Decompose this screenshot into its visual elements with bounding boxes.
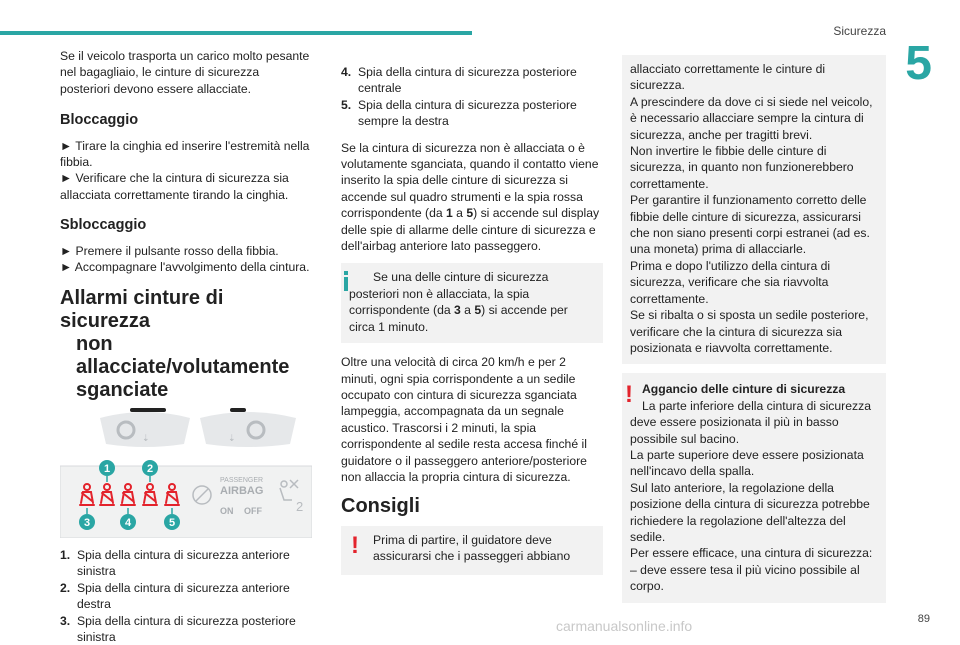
lock-heading: Bloccaggio bbox=[60, 112, 312, 128]
column-2 bbox=[341, 64, 603, 575]
buckling-line: – deve essere tesa il più vicino possibile al corpo. bbox=[630, 562, 878, 595]
info-num-3: 3 bbox=[454, 303, 461, 317]
advice-line: allacciato correttamente le cinture di sicurezza. bbox=[630, 61, 878, 94]
list-item bbox=[60, 580, 312, 613]
alarm-paragraph-text-e: ) si accende sul display delle spie di allarme delle cinture di sicurezza e dell'airbag anteriore lato passeggero. bbox=[341, 206, 599, 253]
info-text-c: a bbox=[461, 303, 475, 317]
advice-box-continued bbox=[622, 55, 886, 364]
airbag-off-label: OFF bbox=[244, 506, 262, 516]
advice-line: Se si ribalta o si sposta un sedile posteriore, verificare che la cintura di sicurezza sia posizionata e riavvolta correttamente. bbox=[630, 307, 878, 356]
list-item-number: 5. bbox=[341, 97, 358, 130]
watermark-text: carmanualsonline.info bbox=[556, 618, 692, 634]
advice-line: Non invertire le fibbie delle cinture di sicurezza, in quanto non funzionerebbero correttamente. bbox=[630, 143, 878, 192]
svg-text:⇣: ⇣ bbox=[142, 434, 150, 444]
alarm-heading-line-3: sganciate bbox=[60, 379, 312, 402]
seat-number-label: 2 bbox=[296, 499, 303, 514]
lamp-list-1 bbox=[60, 547, 312, 645]
buckling-line: Per essere efficace, una cintura di sicurezza: bbox=[630, 545, 878, 561]
list-item-text: Spia della cintura di sicurezza anteriore sinistra bbox=[77, 547, 312, 580]
warning-note-1 bbox=[341, 526, 603, 575]
alarm-heading bbox=[60, 287, 312, 402]
list-item bbox=[60, 547, 312, 580]
unlock-step-2: ► Accompagnare l'avvolgimento della cintura. bbox=[60, 259, 312, 275]
callout-2 bbox=[142, 460, 158, 476]
buckling-line: La parte inferiore della cintura di sicurezza deve essere posizionata il più in basso possibile sul bacino. bbox=[630, 398, 878, 447]
header-accent-bar bbox=[0, 31, 472, 35]
info-text-a: Se una delle cinture di sicurezza posteriori non è allacciata, la spia corrispondente (da bbox=[349, 270, 548, 317]
alarm-paragraph-num-5: 5 bbox=[466, 206, 473, 220]
lamp-list-2 bbox=[341, 64, 603, 130]
airbag-on-label: ON bbox=[220, 506, 234, 516]
alarm-paragraph-text-a: Se la cintura di sicurezza non è allacciata o è volutamente sganciata, quando il contatto viene inserito la spia delle cinture di sicurezza si accende sul quadro strumenti e la spia rossa corrispondente (da bbox=[341, 141, 598, 221]
seatbelt-figure-svg bbox=[60, 408, 312, 538]
alarm-paragraph-num-1: 1 bbox=[446, 206, 453, 220]
mirror-left-icon bbox=[100, 408, 190, 447]
list-item-text: Spia della cintura di sicurezza posteriore sinistra bbox=[77, 613, 312, 645]
advice-heading: Consigli bbox=[341, 498, 603, 514]
alarm-heading-line-2: non allacciate/volutamente bbox=[60, 333, 312, 379]
unlock-step-1: ► Premere il pulsante rosso della fibbia. bbox=[60, 243, 312, 259]
warning-note-text: Prima di partire, il guidatore deve assicurarsi che i passeggeri abbiano bbox=[373, 532, 595, 565]
info-text-e: ) si accende per circa 1 minuto. bbox=[349, 303, 568, 333]
svg-text:⇣: ⇣ bbox=[228, 434, 236, 444]
alarm-paragraph bbox=[341, 140, 603, 255]
airbag-label: AIRBAG bbox=[220, 485, 263, 497]
lock-step-2: ► Verificare che la cintura di sicurezza sia allacciata correttamente tirando la cinghia. bbox=[60, 170, 312, 203]
list-item-number: 1. bbox=[60, 547, 77, 580]
callout-1 bbox=[99, 460, 115, 476]
warning-icon: ! bbox=[351, 534, 359, 558]
list-item-number: 2. bbox=[60, 580, 77, 613]
lock-step-1: ► Tirare la cinghia ed inserire l'estremità nella fibbia. bbox=[60, 138, 312, 171]
chapter-number: 5 bbox=[905, 40, 932, 88]
info-note-text bbox=[349, 269, 595, 335]
buckling-line: La parte superiore deve essere posizionata nell'incavo della spalla. bbox=[630, 447, 878, 480]
list-item-text: Spia della cintura di sicurezza posteriore centrale bbox=[358, 64, 603, 97]
info-note bbox=[341, 263, 603, 343]
seatbelt-figure bbox=[60, 408, 312, 542]
column-3 bbox=[622, 55, 886, 603]
callout-4 bbox=[120, 514, 136, 530]
advice-line: A prescindere da dove ci si siede nel veicolo, è necessario allacciare sempre la cintura di sicurezza, anche per tragitti brevi. bbox=[630, 94, 878, 143]
callout-5-label: 5 bbox=[169, 517, 175, 529]
list-item bbox=[341, 97, 603, 130]
intro-paragraph: Se il veicolo trasporta un carico molto pesante nel bagagliaio, le cinture di sicurezza posteriori devono essere allacciate. bbox=[60, 48, 312, 97]
callout-3 bbox=[79, 514, 95, 530]
list-item-number: 4. bbox=[341, 64, 358, 97]
buckling-line: Sul lato anteriore, la regolazione della posizione della cintura di sicurezza potrebbe richiedere la regolazione dell'altezza del sedile. bbox=[630, 480, 878, 546]
alarm-paragraph-text-c: a bbox=[453, 206, 467, 220]
callout-3-label: 3 bbox=[84, 517, 90, 529]
column-1 bbox=[60, 48, 312, 645]
page-number: 89 bbox=[918, 613, 930, 625]
list-item-number: 3. bbox=[60, 613, 77, 645]
callout-5 bbox=[164, 514, 180, 530]
list-item-text: Spia della cintura di sicurezza posteriore sempre la destra bbox=[358, 97, 603, 130]
list-item-text: Spia della cintura di sicurezza anteriore destra bbox=[77, 580, 312, 613]
advice-line: Prima e dopo l'utilizzo della cintura di sicurezza, verificare che sia riavvolta correttamente. bbox=[630, 258, 878, 307]
section-title: Sicurezza bbox=[833, 24, 886, 38]
info-icon bbox=[344, 271, 348, 291]
callout-1-label: 1 bbox=[104, 463, 110, 475]
unlock-heading: Sbloccaggio bbox=[60, 217, 312, 233]
buckling-heading: Aggancio delle cinture di sicurezza bbox=[630, 381, 878, 397]
list-item bbox=[60, 613, 312, 645]
callout-4-label: 4 bbox=[125, 517, 132, 529]
advice-line: Per garantire il funzionamento corretto delle fibbie delle cinture di sicurezza, assicurarsi che non siano presenti corpi estranei (ad es. una moneta) prima di allacciarle. bbox=[630, 192, 878, 258]
callout-2-label: 2 bbox=[147, 463, 153, 475]
warning-icon: ! bbox=[625, 383, 633, 407]
speed-paragraph: Oltre una velocità di circa 20 km/h e per 2 minuti, ogni spia corrispondente a un sedile occupato con cintura di sicurezza sganciata lampeggia, accompagnata da un segnale acustico. Trascorsi i 2 minuti, la spia corrispondente al sedile resta accesa finché il guidatore o il passeggero anteriore/posteriore non allaccia la propria cintura di sicurezza. bbox=[341, 354, 603, 485]
alarm-heading-line-1: Allarmi cinture di sicurezza bbox=[60, 287, 312, 333]
list-item bbox=[341, 64, 603, 97]
warning-panel bbox=[60, 466, 312, 538]
passenger-label: PASSENGER bbox=[220, 477, 263, 484]
warning-note-2 bbox=[622, 373, 886, 602]
info-num-5: 5 bbox=[474, 303, 481, 317]
mirror-right-icon bbox=[200, 408, 296, 447]
